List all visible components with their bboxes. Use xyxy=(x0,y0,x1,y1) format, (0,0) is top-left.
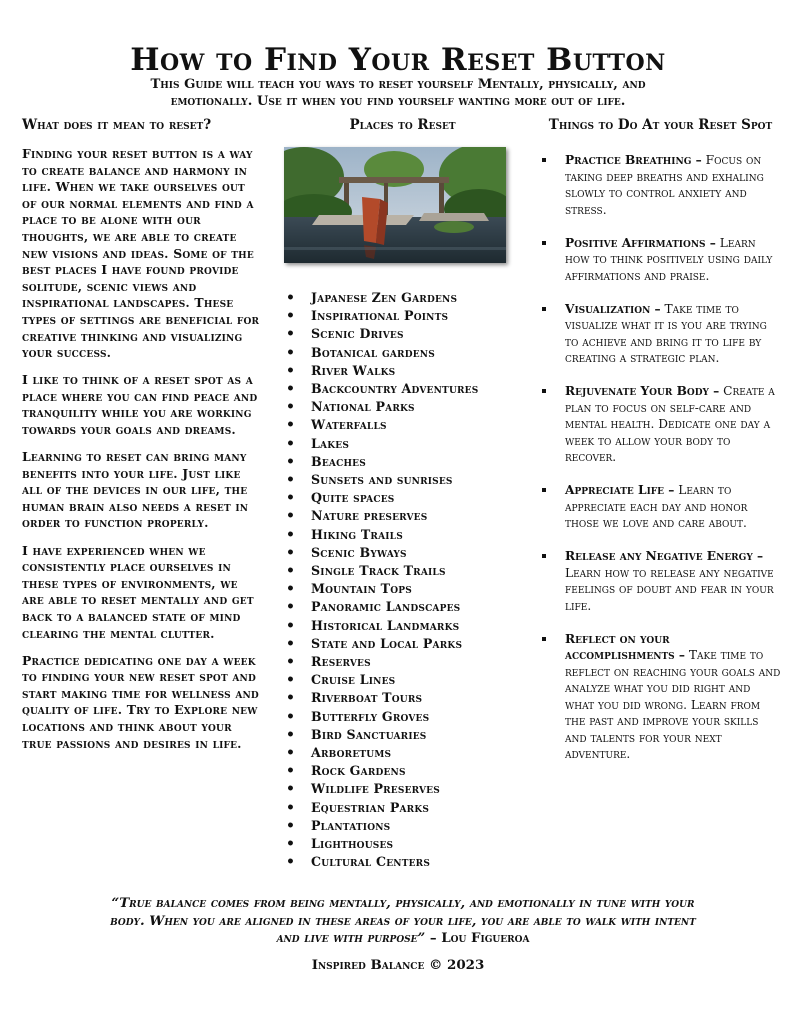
item-text: Learn how to think positively using daily affirmations and praise. xyxy=(565,235,773,283)
paragraph: I like to think of a reset spot as a place where you can find peace and tranquility while you are working towards your goals and dreams. xyxy=(22,372,258,437)
item-title: Release any Negative Energy – xyxy=(565,549,764,563)
item-title: Rejuvenate Your Body – xyxy=(565,384,720,398)
item-title: Reflect on your accomplishments – xyxy=(565,631,686,662)
subtitle-line-1: This Guide will teach you ways to reset yourself Mentally, physically, and xyxy=(150,77,646,92)
things-list xyxy=(538,152,783,763)
list-item xyxy=(538,383,783,466)
item-text: Learn how to release any negative feelings of doubt and fear in your life. xyxy=(565,565,774,613)
paragraph: I have experienced when we consistently place ourselves in these types of environments, we are able to reset mentally and get back to a balanced state of mind clearing the mental clutter. xyxy=(22,542,254,641)
list-item: • Reserves xyxy=(280,653,525,671)
item-text: Take time to reflect on reaching your goals and analyze what you did right and what you did wrong. Learn from the past and improve your skills and talents for your next adventure. xyxy=(565,648,781,761)
page-subtitle xyxy=(80,76,716,110)
item-text: Create a plan to focus on self-care and mental health. Dedicate one day a week to allow your body to recover. xyxy=(565,384,775,464)
list-item: • Botanical gardens xyxy=(280,344,525,362)
list-item xyxy=(538,548,783,614)
list-item: • State and Local Parks xyxy=(280,635,525,653)
list-item: • Single Track Trails xyxy=(280,562,525,580)
list-item: • River Walks xyxy=(280,362,525,380)
column-heading-things-to-do: Things to Do At your Reset Spot xyxy=(548,117,773,133)
list-item: • Historical Landmarks xyxy=(280,617,525,635)
list-item: • Japanese Zen Gardens xyxy=(280,289,525,307)
page-title: How to Find Your Reset Button xyxy=(130,42,666,78)
item-text: Take time to visualize what it is you are trying to achieve and bring it to life by creating a strategic plan. xyxy=(565,301,767,365)
list-item: • Lighthouses xyxy=(280,835,525,853)
item-title: Practice Breathing – xyxy=(565,153,702,167)
list-item: • Bird Sanctuaries xyxy=(280,726,525,744)
zen-garden-photo xyxy=(284,147,506,263)
list-item: • Scenic Drives xyxy=(280,325,525,343)
footer-copyright: Inspired Balance © 2023 xyxy=(311,957,485,973)
list-item: • Wildlife Preserves xyxy=(280,780,525,798)
list-item: • Panoramic Landscapes xyxy=(280,598,525,616)
item-title: Visualization – xyxy=(565,301,661,316)
item-text: Learn to appreciate each day and honor those we love and care about. xyxy=(565,483,748,530)
item-text: Focus on taking deep breaths and exhaling slowly to control anxiety and stress. xyxy=(565,153,764,217)
list-item: • Hiking Trails xyxy=(280,526,525,544)
list-item: • Arboretums xyxy=(280,744,525,762)
column-heading-places: Places to Reset xyxy=(349,117,456,133)
places-list xyxy=(280,289,525,872)
list-item xyxy=(538,152,783,218)
list-item: • Inspirational Points xyxy=(280,307,525,325)
column-heading-what-is-reset: What does it mean to reset? xyxy=(22,117,212,133)
list-item: • National Parks xyxy=(280,398,525,416)
list-item: • Butterfly Groves xyxy=(280,708,525,726)
quote-author: – Lou Figueroa xyxy=(425,930,530,946)
list-item: • Nature preserves xyxy=(280,507,525,525)
paragraph: Finding your reset button is a way to create balance and harmony in life. When we take ourselves out of our normal elements and find a place to be alone with our thoughts, we are able to create new visions and ideas. Some of the best places I have found provide solitude, scenic views and inspirational landscapes. These types of settings are beneficial for creative thinking and visualizing your success. xyxy=(22,146,260,361)
list-item: • Lakes xyxy=(280,435,525,453)
list-item: • Sunsets and sunrises xyxy=(280,471,525,489)
list-item: • Backcountry Adventures xyxy=(280,380,525,398)
list-item: • Equestrian Parks xyxy=(280,799,525,817)
list-item: • Scenic Byways xyxy=(280,544,525,562)
column-things-to-do xyxy=(538,117,783,779)
item-title: Appreciate Life – xyxy=(565,483,675,497)
list-item: • Cultural Centers xyxy=(280,853,525,871)
list-item xyxy=(538,235,783,285)
quote-text: “True balance comes from being mentally, physically, and emotionally in tune with your body. When you are aligned in these areas of your life, you are able to walk with intent and live with purpose” xyxy=(110,895,696,946)
list-item: • Cruise Lines xyxy=(280,671,525,689)
list-item: • Waterfalls xyxy=(280,416,525,434)
list-item: • Plantations xyxy=(280,817,525,835)
paragraph: Practice dedicating one day a week to finding your new reset spot and start making time for wellness and quality of life. Try to Explore new locations and think about your true passions and desires in life. xyxy=(22,652,259,751)
list-item: • Mountain Tops xyxy=(280,580,525,598)
list-item: • Quite spaces xyxy=(280,489,525,507)
reset-explanation xyxy=(22,146,262,752)
subtitle-line-2: emotionally. Use it when you find yourself wanting more out of life. xyxy=(170,94,626,109)
list-item xyxy=(538,482,783,532)
list-item: • Riverboat Tours xyxy=(280,689,525,707)
list-item: • Rock Gardens xyxy=(280,762,525,780)
list-item: • Beaches xyxy=(280,453,525,471)
column-places-to-reset xyxy=(280,117,525,872)
list-item xyxy=(538,631,783,763)
item-title: Positive Affirmations – xyxy=(565,235,716,250)
list-item xyxy=(538,301,783,367)
paragraph: Learning to reset can bring many benefits into your life. Just like all of the devices in our life, the human brain also needs a reset in order to function properly. xyxy=(22,449,249,531)
column-what-is-reset xyxy=(22,117,262,763)
closing-quote xyxy=(100,895,706,948)
